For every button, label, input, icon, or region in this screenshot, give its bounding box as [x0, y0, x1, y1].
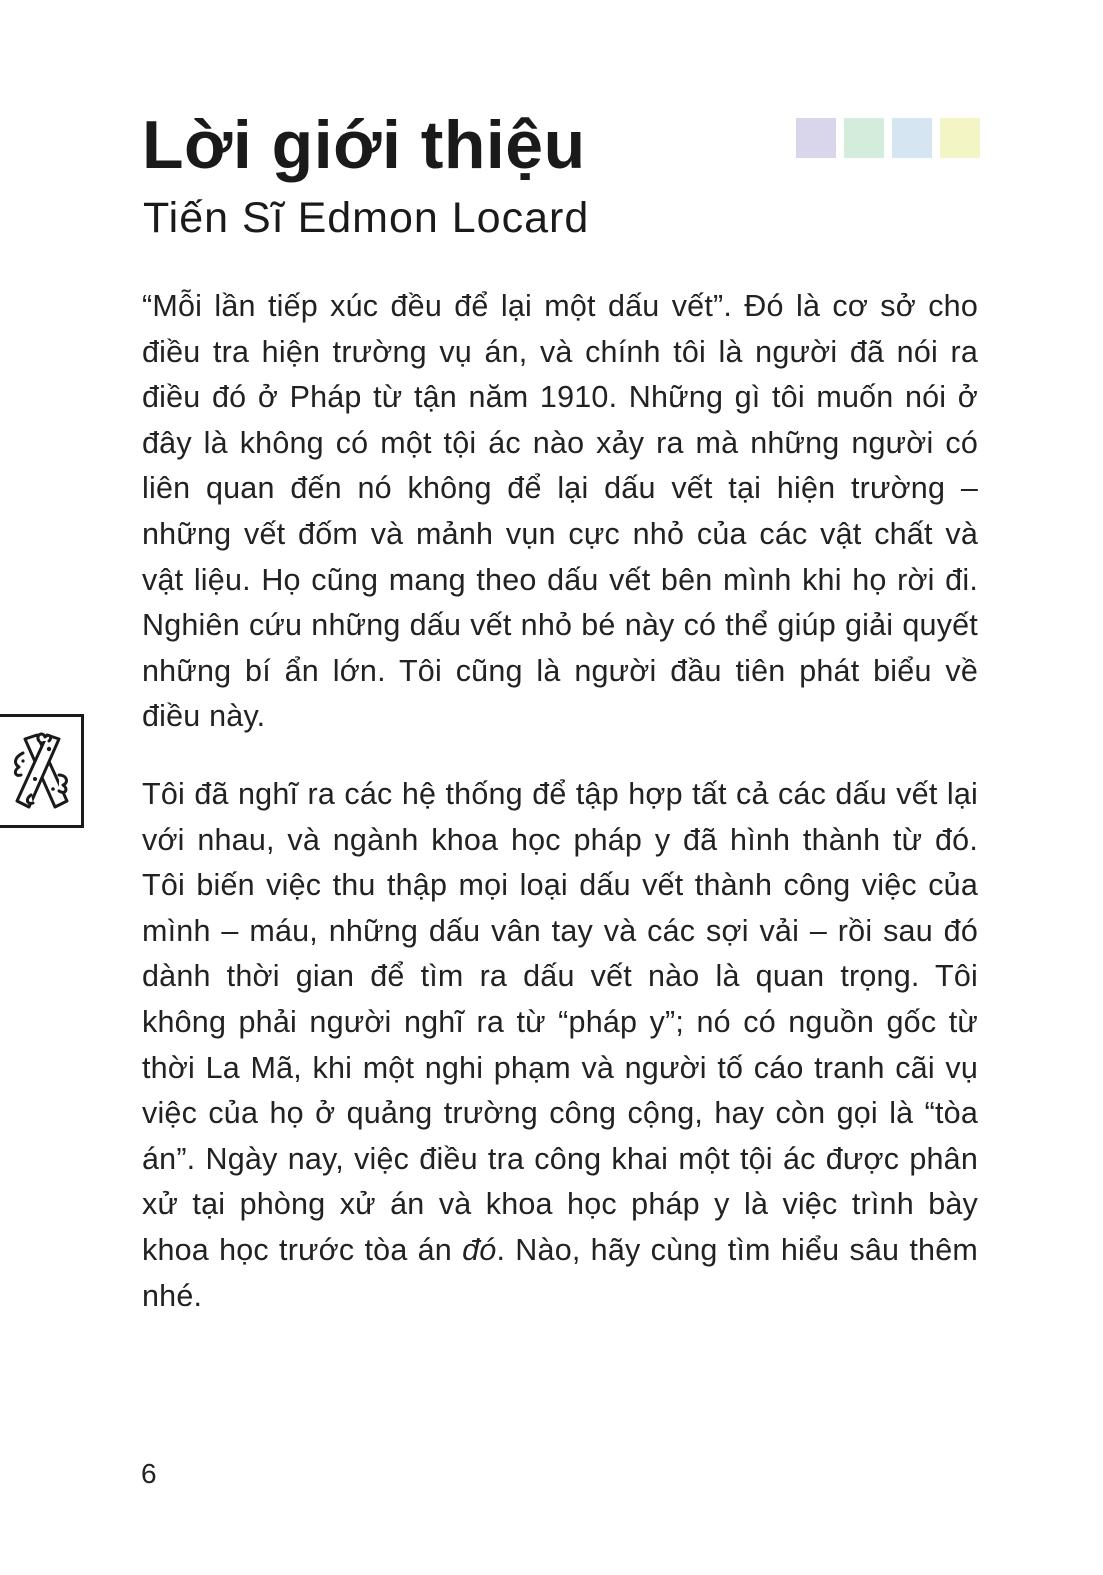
paragraph-2-emphasis: đó [462, 1232, 497, 1267]
author-subtitle: Tiến Sĩ Edmon Locard [143, 194, 590, 242]
body-paragraph-1: “Mỗi lần tiếp xúc đều để lại một dấu vết”. Đó là cơ sở cho điều tra hiện trường vụ án, và chính tôi là người đã nói ra điều đó ở Pháp từ tận năm 1910. Những gì tôi muốn nói ở đây là không có một tội ác nào xảy ra mà những người có liên quan đến nó không để lại dấu vết tại hiện trường – những vết đốm và mảnh vụn cực nhỏ của các vật chất và vật liệu. Họ cũng mang theo dấu vết bên mình khi họ rời đi. Nghiên cứu những dấu vết nhỏ bé này có thể giúp giải quyết những bí ẩn lớn. Tôi cũng là người đầu tiên phát biểu về điều này. [142, 289, 978, 734]
paragraph-2-text: Tôi đã nghĩ ra các hệ thống để tập hợp tất cả các dấu vết lại với nhau, và ngành khoa học pháp y đã hình thành từ đó. Tôi biến việc thu thập mọi loại dấu vết thành công việc của mình – máu, những dấu vân tay và các sợi vải – rồi sau đó dành thời gian để tìm ra dấu vết nào là quan trọng. Tôi không phải người nghĩ ra từ “pháp y”; nó có nguồn gốc từ thời La Mã, khi một nghi phạm và người tố cáo tranh cãi vụ việc của họ ở quảng trường công cộng, hay còn gọi là “tòa án”. Ngày nay, việc điều tra công khai một tội ác được phân xử tại phòng xử án và khoa học pháp y là việc trình bày khoa học trước tòa án [142, 777, 978, 1267]
crossed-sticks-icon [9, 731, 75, 815]
paragraph-2-ending: . Nào, hãy cùng tìm hiểu sâu thêm nhé. [142, 1232, 978, 1313]
swatch-yellow [940, 118, 980, 158]
color-swatches [796, 118, 982, 158]
body-paragraph-2 [142, 772, 978, 1319]
swatch-purple [796, 118, 836, 158]
swatch-green [844, 118, 884, 158]
side-icon-box [0, 714, 84, 828]
page-number: 6 [141, 1458, 157, 1489]
page-title: Lời giới thiệu [142, 107, 586, 183]
swatch-blue [892, 118, 932, 158]
